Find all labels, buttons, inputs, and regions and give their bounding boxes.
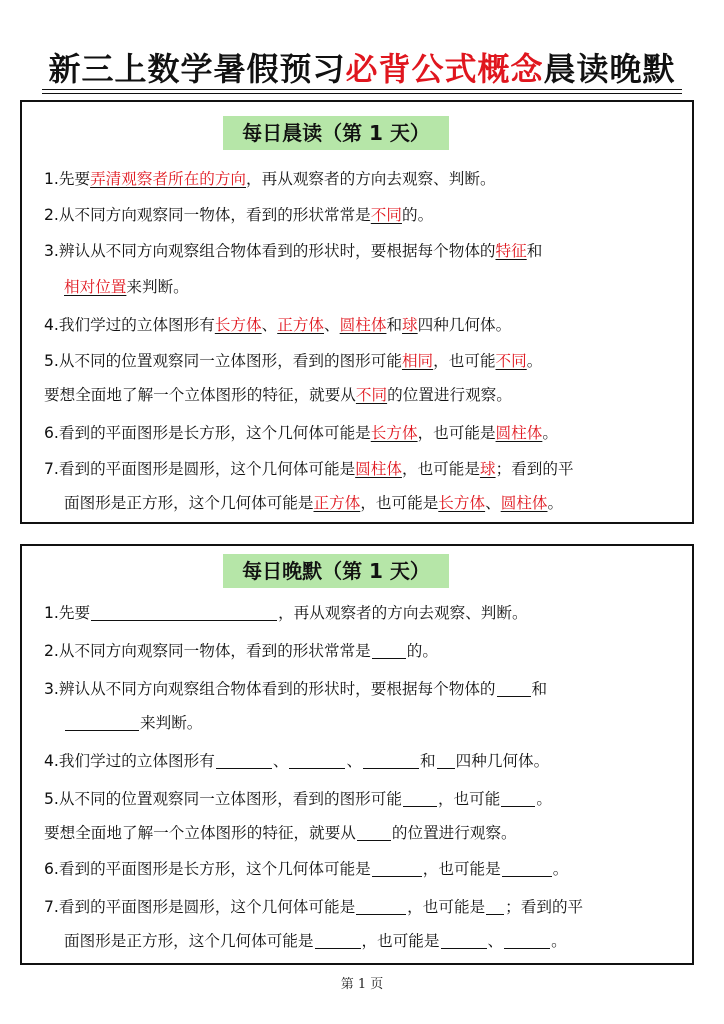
keyword: 圆柱体 xyxy=(495,424,543,442)
morning-line-3: 3.辨认从不同方向观察组合物体看到的形状时，要根据每个物体的特征和 xyxy=(44,242,543,260)
keyword: 相同 xyxy=(401,352,434,370)
fill-blank[interactable] xyxy=(372,860,422,877)
keyword: 正方体 xyxy=(277,316,325,334)
keyword: 长方体 xyxy=(214,316,262,334)
evening-line-4: 4.我们学过的立体图形有 、 、 和 四种几何体。 xyxy=(44,752,550,770)
evening-line-5-cont: 要想全面地了解一个立体图形的特征，就要从 的位置进行观察。 xyxy=(44,824,517,842)
evening-line-3-cont: 来判断。 xyxy=(64,710,202,736)
keyword: 不同 xyxy=(495,352,527,370)
title-underline-2 xyxy=(42,93,682,94)
morning-line-4: 4.我们学过的立体图形有长方体、正方体、圆柱体和球四种几何体。 xyxy=(44,316,512,334)
morning-line-7-cont: 面图形是正方形，这个几何体可能是正方体，也可能是长方体、圆柱体。 xyxy=(64,494,564,512)
fill-blank[interactable] xyxy=(497,680,531,697)
keyword: 圆柱体 xyxy=(355,460,402,478)
evening-line-3: 3.辨认从不同方向观察组合物体看到的形状时，要根据每个物体的 和 xyxy=(44,680,548,698)
fill-blank[interactable] xyxy=(356,898,406,915)
fill-blank[interactable] xyxy=(91,604,277,621)
keyword: 特征 xyxy=(495,242,527,260)
morning-reading-header: 每日晨读（第 1 天） xyxy=(223,116,449,150)
keyword: 圆柱体 xyxy=(500,494,548,512)
morning-line-5: 5.从不同的位置观察同一立体图形，看到的图形可能相同，也可能不同。 xyxy=(44,352,543,370)
fill-blank[interactable] xyxy=(315,932,361,949)
keyword: 正方体 xyxy=(313,494,361,512)
keyword: 长方体 xyxy=(438,494,486,512)
title-part-1: 新三上数学暑假预习 xyxy=(48,50,346,88)
morning-line-3-cont: 相对位置来判断。 xyxy=(64,278,189,296)
fill-blank[interactable] xyxy=(437,752,455,769)
evening-dictation-header: 每日晚默（第 1 天） xyxy=(223,554,449,588)
evening-line-7: 7.看到的平面图形是圆形，这个几何体可能是 ，也可能是 ；看到的平 xyxy=(44,898,584,916)
keyword: 圆柱体 xyxy=(339,316,387,334)
fill-blank[interactable] xyxy=(504,932,550,949)
fill-blank[interactable] xyxy=(65,714,139,731)
keyword: 球 xyxy=(402,316,418,334)
fill-blank[interactable] xyxy=(403,790,437,807)
keyword: 不同 xyxy=(355,386,388,404)
fill-blank[interactable] xyxy=(289,752,345,769)
fill-blank[interactable] xyxy=(216,752,272,769)
keyword: 弄清观察者所在的方向 xyxy=(90,170,247,188)
fill-blank[interactable] xyxy=(486,898,504,915)
title-part-3: 晨读晚默 xyxy=(543,50,676,88)
evening-line-2: 2.从不同方向观察同一物体，看到的形状常常是 的。 xyxy=(44,642,438,660)
page-number: 第 1 页 xyxy=(340,977,384,992)
fill-blank[interactable] xyxy=(372,642,406,659)
evening-line-6: 6.看到的平面图形是长方形，这个几何体可能是 ，也可能是 。 xyxy=(44,860,569,878)
page-title xyxy=(0,44,724,90)
morning-line-5-cont: 要想全面地了解一个立体图形的特征，就要从不同的位置进行观察。 xyxy=(44,386,512,404)
title-part-2: 必背公式概念 xyxy=(345,50,544,88)
keyword: 长方体 xyxy=(370,424,418,442)
keyword: 相对位置 xyxy=(64,278,127,296)
fill-blank[interactable] xyxy=(363,752,419,769)
title-underline xyxy=(42,89,682,90)
fill-blank[interactable] xyxy=(441,932,487,949)
evening-line-5: 5.从不同的位置观察同一立体图形，看到的图形可能 ，也可能 。 xyxy=(44,790,552,808)
morning-line-2: 2.从不同方向观察同一物体，看到的形状常常是不同的。 xyxy=(44,206,434,224)
evening-line-7-cont: 面图形是正方形，这个几何体可能是 ，也可能是 、 。 xyxy=(64,932,567,950)
fill-blank[interactable] xyxy=(501,790,535,807)
morning-line-7: 7.看到的平面图形是圆形，这个几何体可能是圆柱体，也可能是球；看到的平 xyxy=(44,460,574,478)
keyword: 不同 xyxy=(370,206,402,224)
fill-blank[interactable] xyxy=(502,860,552,877)
morning-line-6: 6.看到的平面图形是长方形，这个几何体可能是长方体，也可能是圆柱体。 xyxy=(44,424,558,442)
fill-blank[interactable] xyxy=(357,824,391,841)
evening-line-1: 1.先要 ，再从观察者的方向去观察、判断。 xyxy=(44,604,528,622)
keyword: 球 xyxy=(479,460,496,478)
morning-line-1: 1.先要弄清观察者所在的方向，再从观察者的方向去观察、判断。 xyxy=(44,170,496,188)
